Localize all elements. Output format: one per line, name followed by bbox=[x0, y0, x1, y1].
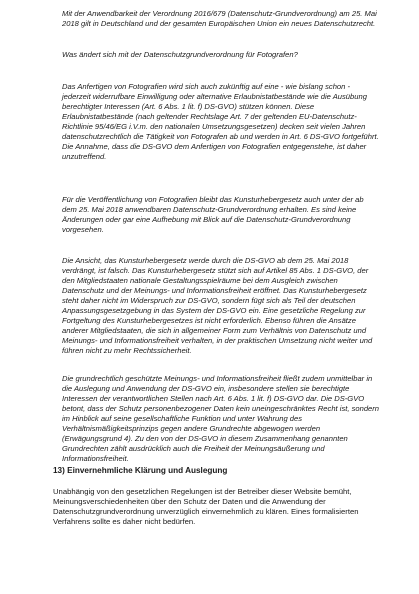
section-heading: 13) Einvernehmliche Klärung und Auslegung bbox=[53, 466, 228, 475]
section-body: Unabhängig von den gesetzlichen Regelungen ist der Betreiber dieser Website bemüht, Meinungsverschiedenheiten über den Schutz der Daten und die Anwendung der Datenschutzgrundverordnung unverzüglich einvernehmlich zu klären. Eines formalisierten Verfahrens sollte es daher nicht bedürfen. bbox=[53, 487, 359, 526]
paragraph-fundamental-rights: Die grundrechtlich geschützte Meinungs- und Informationsfreiheit fließt zudem unmittelbar in die Auslegung und Anwendung der DS-GVO ein, insbesondere stellen sie berechtigte Interessen der verantwortlichen Stellen nach Art. 6 Abs. 1 lit. f) DS-GVO dar. Die DS-GVO betont, dass der Schutz personenbezogener Daten kein uneingeschränktes Recht ist, sondern im Hinblick auf seine gesellschaftliche Funktion und unter Wahrung des Verhältnismäßigkeitsprinzips gegen andere Grundrechte abgewogen werden (Erwägungsgrund 4). Zu den von der DS-GVO in diesem Zusammenhang genannten Grundrechten zählt ausdrücklich auch die Freiheit der Meinungsäußerung und Informationsfreiheit. bbox=[62, 374, 380, 463]
paragraph-kunsturhebergesetz: Die Ansicht, das Kunsturhebergesetz werde durch die DS-GVO ab dem 25. Mai 2018 verdrängt, ist falsch. Das Kunsturhebergesetz stützt sich auf Artikel 85 Abs. 1 DS-GVO, der den Mitgliedstaaten nationale Gestaltungsspielräume bei dem Ausgleich zwischen Datenschutz und der Meinungs- und Informationsfreiheit eröffnet. Das Kunsturhebergesetz steht daher nicht im Widerspruch zur DS-GVO, sondern fügt sich als Teil der deutschen Anpassungsgesetzgebung in das System der DS-GVO ein. Eine gesetzliche Regelung zur Fortgeltung des Kunsturhebergesetzes ist nicht erforderlich. Ebenso führen die Ansätze anderer Mitgliedstaaten, die sich in allgemeiner Form zum Verhältnis von Datenschutz und Meinungs- und Informationsfreiheit verhalten, in der praktischen Umsetzung nicht weiter und führen nicht zu mehr Rechtssicherheit. bbox=[62, 256, 373, 355]
paragraph-applicability: Mit der Anwendbarkeit der Verordnung 2016/679 (Datenschutz-Grundverordnung) am 25. Mai 2018 gilt in Deutschland und der gesamten Europäischen Union ein neues Datenschutzrecht. bbox=[62, 9, 377, 28]
paragraph-consent: Das Anfertigen von Fotografien wird sich auch zukünftig auf eine - wie bislang schon - jederzeit widerrufbare Einwilligung oder alternative Erlaubnistatbestände wie die Ausübung berechtigter Interessen (Art. 6 Abs. 1 lit. f) DS-GVO) stützen können. Diese Erlaubnistatbestände (nach geltender Rechtslage Art. 7 der geltenden EU-Datenschutz-Richtlinie 95/46/EG i.V.m. den nationalen Umsetzungsgesetzen) decken seit vielen Jahren datenschutzrechtlich die Tätigkeit von Fotografen ab und werden in Art. 6 DS-GVO fortgeführt. Die Annahme, dass die DS-GVO dem Anfertigen von Fotografien entgegenstehe, ist daher unzutreffend. bbox=[62, 82, 379, 161]
paragraph-question: Was ändert sich mit der Datenschutzgrundverordnung für Fotografen? bbox=[62, 50, 298, 59]
paragraph-publication: Für die Veröffentlichung von Fotografien bleibt das Kunsturhebergesetz auch unter der ab dem 25. Mai 2018 anwendbaren Datenschutz-Grundverordnung erhalten. Es sind keine Änderungen oder gar eine Aufhebung mit Blick auf die Datenschutz-Grundverordnung vorgesehen. bbox=[62, 195, 364, 234]
